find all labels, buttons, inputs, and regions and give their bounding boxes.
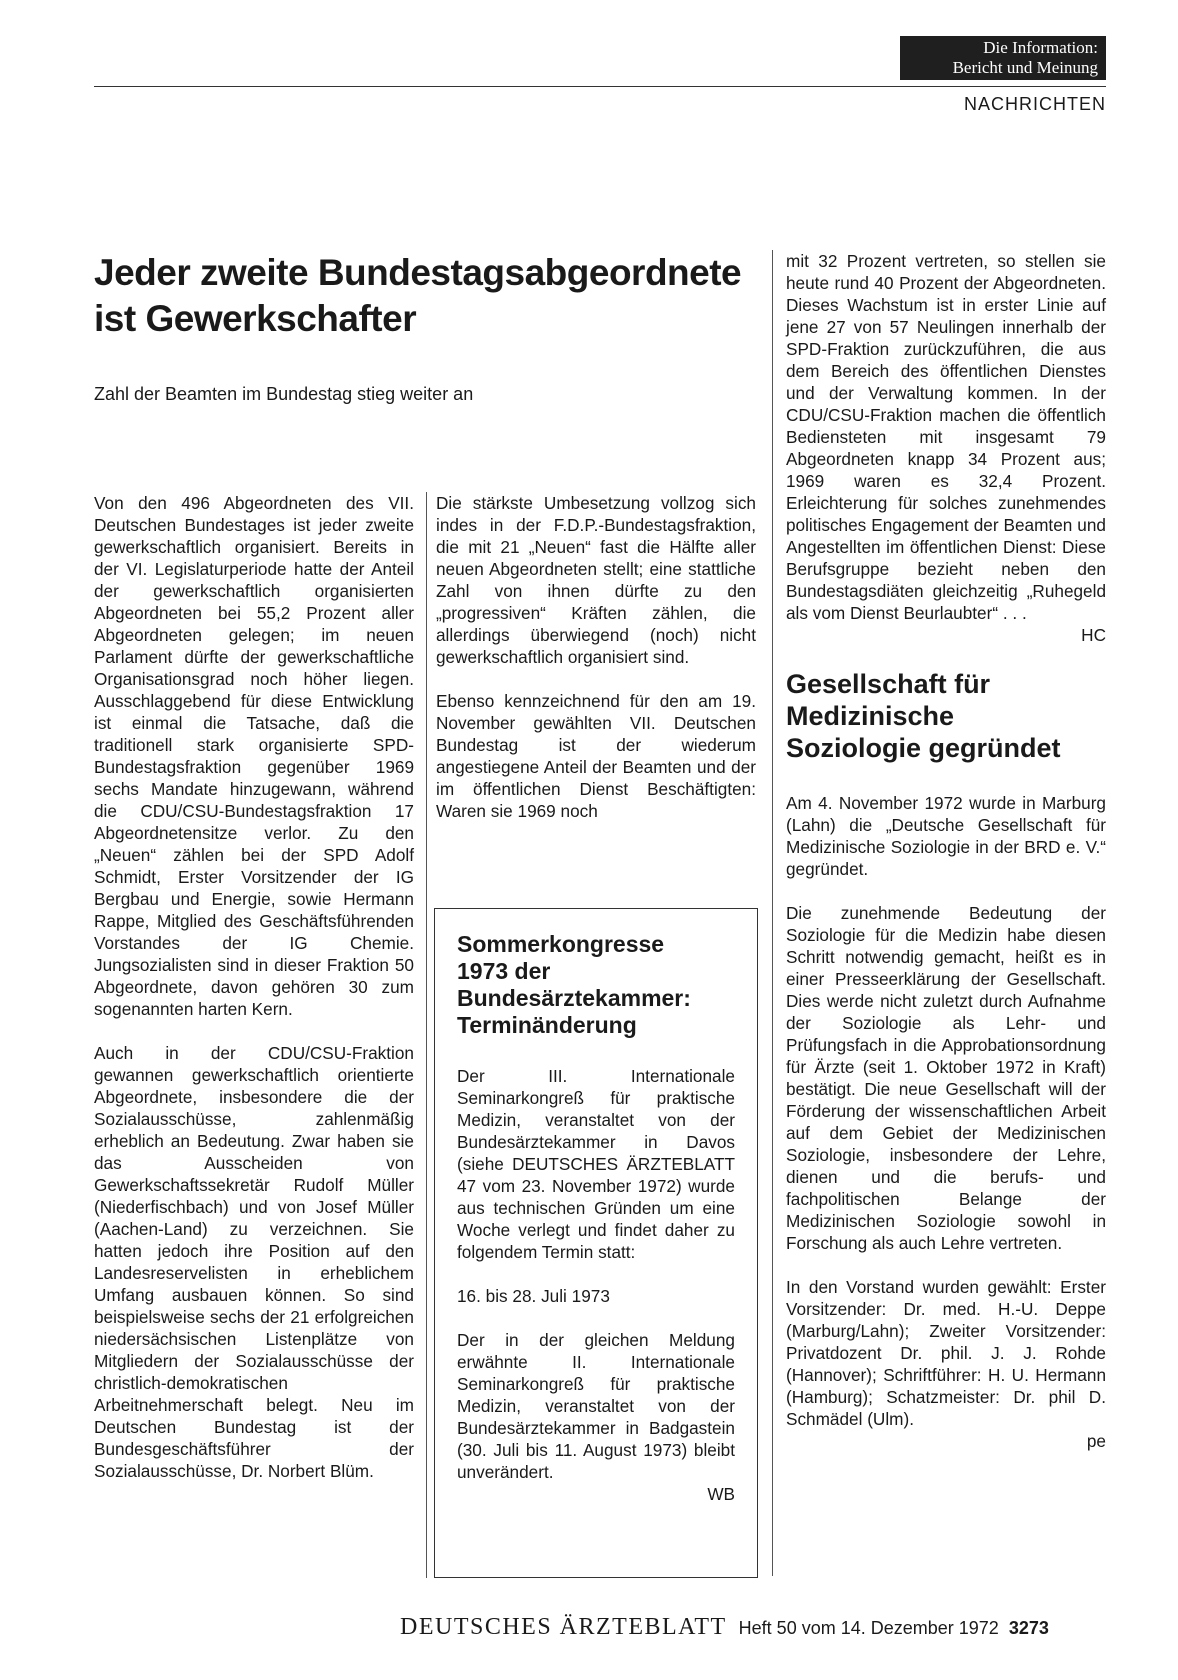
article2-title-line-1: Gesellschaft für (786, 669, 991, 699)
article2-title-line-3: Soziologie gegründet (786, 733, 1061, 763)
notice-title-line-2: 1973 der (457, 958, 551, 984)
paragraph: Die stärkste Umbesetzung vollzog sich indes in der F.D.P.-Bundestagsfraktion, die mit 21 „Neuen“ fast die Hälfte aller neuen Abgeordneten stellt; eine stattliche Zahl von ihnen dürfte zu den „progressiven“ Kräften zählen, die allerdings überwiegend (noch) nicht gewerkschaftlich organisiert sind. (436, 493, 756, 667)
paragraph: Der in der gleichen Meldung erwähnte II. Internationale Seminarkongreß für praktische Medizin, veranstaltet von der Bundesärztekammer in Badgastein (30. Juli bis 11. August 1973) bleibt unverändert. (457, 1330, 735, 1482)
article2-title-line-2: Medizinische (786, 701, 955, 731)
article-subtitle: Zahl der Beamten im Bundestag stieg weiter an (94, 384, 474, 404)
masthead-rule (94, 86, 1106, 87)
article-title-line-1: Jeder zweite Bundestagsabgeordnete (94, 252, 742, 293)
paragraph: mit 32 Prozent vertreten, so stellen sie heute rund 40 Prozent der Abgeordneten. Dieses Wachstum ist in erster Linie auf jene 27 von 57 Neulingen innerhalb der SPD-Fraktion zurückzuführen, die aus dem Bereich des öffentlichen Dienstes und der Verwaltung kommen. In der CDU/CSU-Fraktion machen die öffentlich Bediensteten mit insgesamt 79 Abgeordneten knapp 34 Prozent aus; 1969 waren es 32,4 Prozent. Erleichterung für solches zunehmendes politisches Engagement der Beamten und Angestellten im öffentlichen Dienst: Diese Berufsgruppe bezieht neben den Bundestagsdiäten gleichzeitig „Ruhegeld als vom Dienst Beurlaubter“ . . . (786, 251, 1106, 623)
notice-title (457, 931, 735, 1039)
notice-body (457, 1065, 735, 1505)
article2-signature: pe (1086, 1431, 1106, 1451)
footer-issue: Heft 50 vom 14. Dezember 1972 (738, 1618, 999, 1638)
paragraph: In den Vorstand wurden gewählt: Erster Vorsitzender: Dr. med. H.-U. Deppe (Marburg/Lahn); Zweiter Vorsitzender: Privatdozent Dr. phil. J. J. Rohde (Hannover); Schriftführer: H. U. Hermann (Hamburg); Schatzmeister: Dr. phil D. Schmädel (Ulm). (786, 1277, 1106, 1429)
notice-title-line-4: Terminänderung (457, 1012, 637, 1038)
article-signature-row (786, 624, 1106, 646)
notice-title-line-1: Sommerkongresse (457, 931, 665, 957)
article-title-line-2: ist Gewerkschafter (94, 298, 417, 339)
paragraph: Von den 496 Abgeordneten des VII. Deutschen Bundestages ist jeder zweite gewerkschaftlich organisiert. Bereits in der VI. Legislaturperiode hatte der Anteil der gewerkschaftlich organisierten Abgeordneten bei 55,2 Prozent aller Abgeordneten gelegen; im neuen Parlament dürfte der gewerkschaftliche Organisationsgrad noch höher liegen. Ausschlaggebend für diese Entwicklung ist einmal die Tatsache, daß die traditionell stark organisierte SPD-Bundestagsfraktion gegenüber 1969 sechs Mandate hinzugewann, während die CDU/CSU-Bundestagsfraktion 17 Abgeordnetensitze verlor. Zu den „Neuen“ zählen bei der SPD Adolf Schmidt, Erster Vorsitzender der IG Bergbau und Energie, sowie Hermann Rappe, Mitglied des Geschäftsführenden Vorstandes der IG Chemie. Jungsozialisten sind in dieser Fraktion 50 Abgeordnete, davon gehören 30 zum sogenannten harten Kern. (94, 493, 414, 1019)
page-footer (400, 1614, 1106, 1641)
article-column-3 (786, 250, 1106, 1452)
column-rule-2 (772, 250, 773, 1576)
paragraph: Auch in der CDU/CSU-Fraktion gewannen gewerkschaftlich orientierte Abgeordnete, insbesondere die der Sozialausschüsse, zahlenmäßig erheblich an Bedeutung. Zwar haben sie das Ausscheiden von Gewerkschaftssekretär Rudolf Müller (Niederfischbach) und von Josef Müller (Aachen-Land) zu verzeichnen. Sie hatten jedoch ihre Position auf den Landesreservelisten in erheblichem Umfang ausbauen können. So sind beispielsweise sechs der 21 erfolgreichen niedersächsischen Listenplätze von Mitgliedern der Sozialausschüsse der christlich-demokratischen Arbeitnehmerschaft belegt. Neu im Deutschen Bundestag ist der Bundesgeschäftsführer der Sozialausschüsse, Dr. Norbert Blüm. (94, 1043, 414, 1481)
notice-signature-row (457, 1483, 735, 1505)
footer-publication: DEUTSCHES ÄRZTEBLATT (400, 1614, 727, 1640)
masthead-line-2: Bericht und Meinung (952, 58, 1098, 77)
article-column-2 (436, 492, 756, 844)
paragraph: Am 4. November 1972 wurde in Marburg (Lahn) die „Deutsche Gesellschaft für Medizinische Soziologie in der BRD e. V.“ gegründet. (786, 793, 1106, 879)
footer-page-number: 3273 (1008, 1618, 1049, 1638)
masthead-line-1: Die Information: (983, 38, 1098, 57)
article2-title (786, 668, 1106, 764)
article-title (94, 250, 774, 342)
notice-box (434, 908, 758, 1578)
notice-signature: WB (707, 1484, 735, 1504)
masthead-box (900, 36, 1106, 80)
notice-title-line-3: Bundesärztekammer: (457, 985, 691, 1011)
paragraph: Die zunehmende Bedeutung der Soziologie für die Medizin habe diesen Schritt notwendig gemacht, heißt es in einer Presseerklärung der Gesellschaft. Dies werde nicht zuletzt durch Aufnahme der Soziologie als Lehr- und Prüfungsfach in die Approbationsordnung für Ärzte (seit 1. Oktober 1972 in Kraft) bestätigt. Die neue Gesellschaft will der Förderung der wissenschaftlichen Arbeit auf dem Gebiet der Medizinischen Soziologie, insbesondere der Lehre, dienen und die berufs- und fachpolitischen Belange der Medizinischen Soziologie sowohl in Forschung als auch Lehre vertreten. (786, 903, 1106, 1253)
paragraph: Der III. Internationale Seminarkongreß für praktische Medizin, veranstaltet von der Bundesärztekammer in Davos (siehe DEUTSCHES ÄRZTEBLATT 47 vom 23. November 1972) wurde aus technischen Gründen um eine Woche verlegt und findet daher zu folgendem Termin statt: (457, 1066, 735, 1262)
section-label: NACHRICHTEN (963, 94, 1106, 114)
article2-signature-row (786, 1430, 1106, 1452)
article-column-1 (94, 492, 414, 1504)
paragraph: Ebenso kennzeichnend für den am 19. November gewählten VII. Deutschen Bundestag ist der wiederum angestiegene Anteil der Beamten und der im öffentlichen Dienst Beschäftigten: Waren sie 1969 noch (436, 691, 756, 821)
notice-date: 16. bis 28. Juli 1973 (457, 1286, 610, 1306)
article-signature: HC (1081, 625, 1106, 645)
column-rule-1 (426, 492, 427, 1578)
